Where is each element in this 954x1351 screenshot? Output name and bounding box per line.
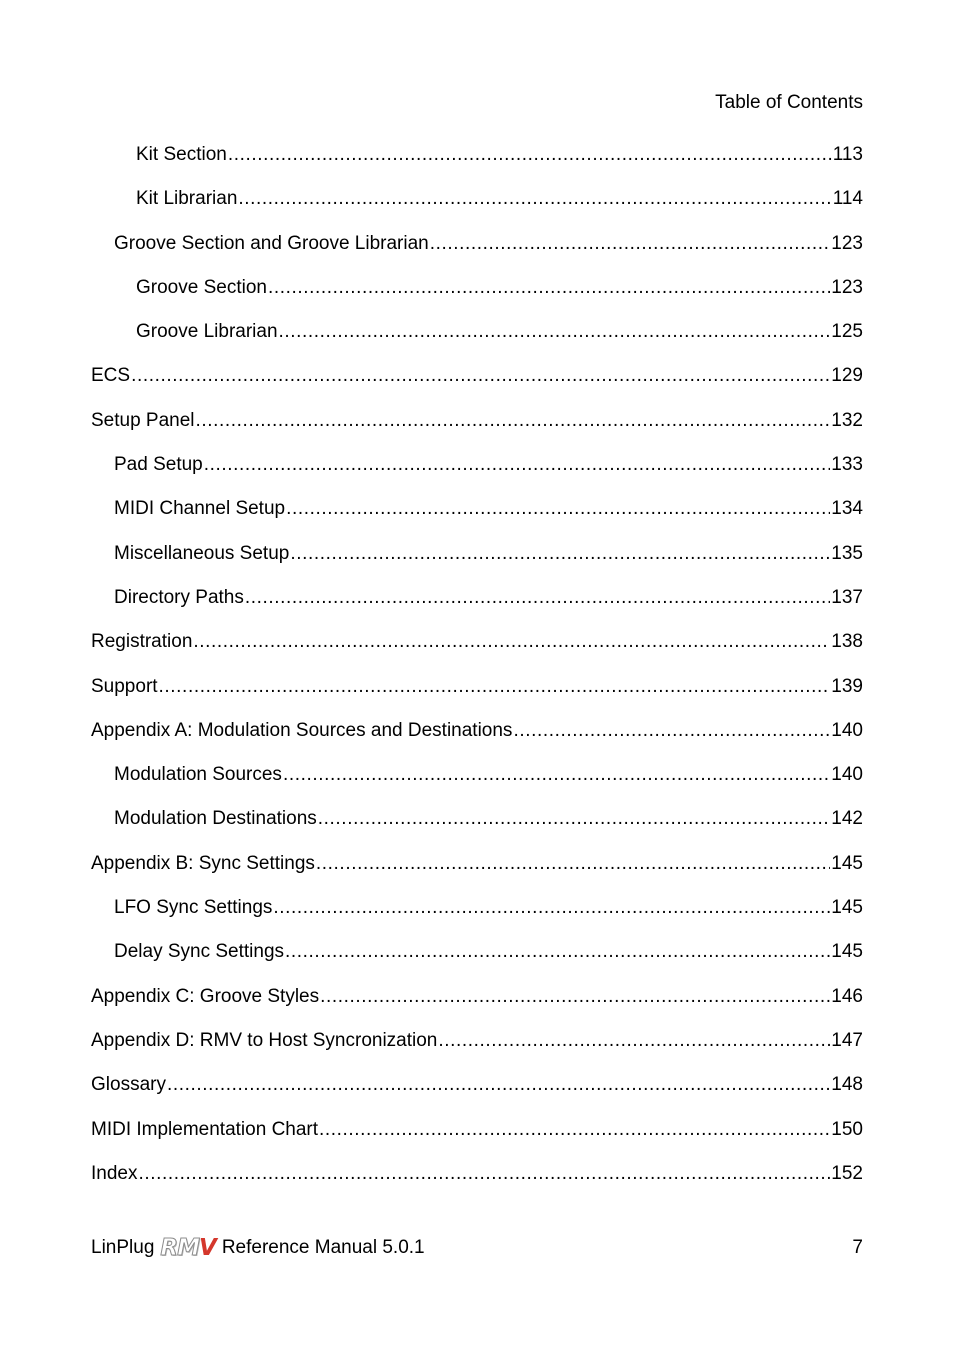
- toc-entry-page: 125: [831, 321, 863, 343]
- toc-dot-leader: [273, 896, 830, 920]
- toc-entry[interactable]: [91, 1029, 863, 1073]
- logo-rm-text: RM: [160, 1235, 199, 1261]
- page-footer: [91, 1235, 863, 1261]
- toc-dot-leader: [279, 320, 831, 344]
- toc-dot-leader: [245, 586, 830, 610]
- toc-entry[interactable]: [91, 763, 863, 807]
- toc-entry-page: 135: [831, 542, 863, 564]
- toc-entry-page: 150: [831, 1118, 863, 1140]
- toc-entry[interactable]: [91, 586, 863, 630]
- toc-entry-title: MIDI Implementation Chart: [91, 1118, 319, 1140]
- toc-entry-title: Groove Section: [136, 276, 267, 298]
- toc-dot-leader: [131, 364, 830, 388]
- toc-entry-page: 140: [831, 764, 863, 786]
- toc-entry-title: Delay Sync Settings: [114, 941, 285, 963]
- toc-entry-page: 132: [831, 409, 863, 431]
- toc-entry-page: 145: [831, 852, 863, 874]
- toc-dot-leader: [285, 940, 830, 964]
- table-of-contents: [91, 143, 863, 1206]
- toc-entry-title: LFO Sync Settings: [114, 897, 273, 919]
- toc-entry-page: 152: [831, 1162, 863, 1184]
- footer-left: [91, 1237, 852, 1259]
- toc-dot-leader: [268, 276, 830, 300]
- toc-dot-leader: [204, 453, 831, 477]
- toc-dot-leader: [238, 187, 831, 211]
- toc-entry-title: Appendix B: Sync Settings: [91, 852, 315, 874]
- toc-dot-leader: [320, 985, 830, 1009]
- toc-entry-title: Kit Librarian: [136, 188, 238, 210]
- toc-entry[interactable]: [91, 453, 863, 497]
- toc-entry[interactable]: [91, 320, 863, 364]
- toc-entry-title: Modulation Sources: [114, 764, 282, 786]
- toc-entry-page: 147: [831, 1029, 863, 1051]
- toc-entry[interactable]: [91, 985, 863, 1029]
- toc-dot-leader: [316, 852, 830, 876]
- toc-entry[interactable]: [91, 364, 863, 408]
- toc-dot-leader: [290, 542, 830, 566]
- toc-entry-title: ECS: [91, 365, 131, 387]
- toc-entry-page: 138: [831, 631, 863, 653]
- toc-entry-page: 129: [831, 365, 863, 387]
- running-header: [715, 91, 863, 115]
- toc-entry-page: 134: [831, 498, 863, 520]
- toc-entry-page: 148: [831, 1074, 863, 1096]
- toc-entry-title: Directory Paths: [114, 586, 244, 608]
- toc-entry-title: MIDI Channel Setup: [114, 498, 286, 520]
- toc-entry[interactable]: [91, 852, 863, 896]
- toc-dot-leader: [513, 719, 830, 743]
- toc-dot-leader: [196, 409, 831, 433]
- toc-entry-title: Appendix C: Groove Styles: [91, 985, 320, 1007]
- toc-entry[interactable]: [91, 143, 863, 187]
- toc-entry-page: 133: [831, 454, 863, 476]
- toc-entry-page: 123: [831, 276, 863, 298]
- footer-brand: LinPlug: [91, 1237, 155, 1258]
- toc-dot-leader: [319, 1118, 830, 1142]
- toc-entry[interactable]: [91, 276, 863, 320]
- logo-v-text: V: [199, 1235, 216, 1261]
- toc-entry-title: Index: [91, 1162, 138, 1184]
- toc-dot-leader: [318, 807, 831, 831]
- toc-entry-title: Glossary: [91, 1074, 166, 1096]
- toc-entry-title: Pad Setup: [114, 454, 203, 476]
- toc-entry-page: 137: [831, 586, 863, 608]
- toc-dot-leader: [193, 630, 830, 654]
- toc-entry-page: 145: [831, 897, 863, 919]
- toc-entry-title: Kit Section: [136, 144, 227, 165]
- toc-entry[interactable]: [91, 630, 863, 674]
- toc-entry-page: 146: [831, 985, 863, 1007]
- toc-entry[interactable]: [91, 542, 863, 586]
- toc-entry-page: 113: [832, 144, 863, 165]
- toc-dot-leader: [430, 232, 831, 256]
- header-title: Table of Contents: [715, 92, 863, 113]
- toc-entry-page: 145: [831, 941, 863, 963]
- toc-entry[interactable]: [91, 1118, 863, 1162]
- toc-entry[interactable]: [91, 1162, 863, 1206]
- toc-entry-page: 140: [831, 719, 863, 741]
- toc-entry[interactable]: [91, 896, 863, 940]
- toc-dot-leader: [438, 1029, 830, 1053]
- toc-entry-page: 123: [831, 232, 863, 254]
- toc-entry-page: 114: [832, 188, 863, 210]
- toc-entry-title: Appendix D: RMV to Host Syncronization: [91, 1029, 438, 1051]
- toc-entry[interactable]: [91, 497, 863, 541]
- toc-dot-leader: [167, 1073, 830, 1097]
- toc-entry[interactable]: [91, 1073, 863, 1117]
- toc-dot-leader: [138, 1162, 830, 1186]
- toc-entry-title: Miscellaneous Setup: [114, 542, 290, 564]
- toc-entry[interactable]: [91, 409, 863, 453]
- toc-dot-leader: [283, 763, 830, 787]
- toc-entry-title: Groove Section and Groove Librarian: [114, 232, 429, 254]
- footer-manual-title: Reference Manual 5.0.1: [221, 1237, 425, 1258]
- toc-dot-leader: [159, 675, 831, 699]
- toc-entry-title: Setup Panel: [91, 409, 195, 431]
- toc-dot-leader: [228, 143, 832, 167]
- toc-entry-page: 142: [831, 808, 863, 830]
- toc-entry[interactable]: [91, 940, 863, 984]
- toc-entry[interactable]: [91, 675, 863, 719]
- toc-entry[interactable]: [91, 807, 863, 851]
- toc-entry-title: Modulation Destinations: [114, 808, 317, 830]
- rmv-logo: [160, 1237, 215, 1259]
- toc-entry[interactable]: [91, 187, 863, 231]
- toc-entry-title: Support: [91, 675, 158, 697]
- toc-entry[interactable]: [91, 719, 863, 763]
- toc-entry-title: Registration: [91, 631, 193, 653]
- toc-dot-leader: [286, 497, 830, 521]
- toc-entry-title: Appendix A: Modulation Sources and Destinations: [91, 719, 513, 741]
- toc-entry-title: Groove Librarian: [136, 321, 278, 343]
- toc-entry[interactable]: [91, 232, 863, 276]
- toc-entry-page: 139: [831, 675, 863, 697]
- footer-page-number: 7: [852, 1237, 863, 1258]
